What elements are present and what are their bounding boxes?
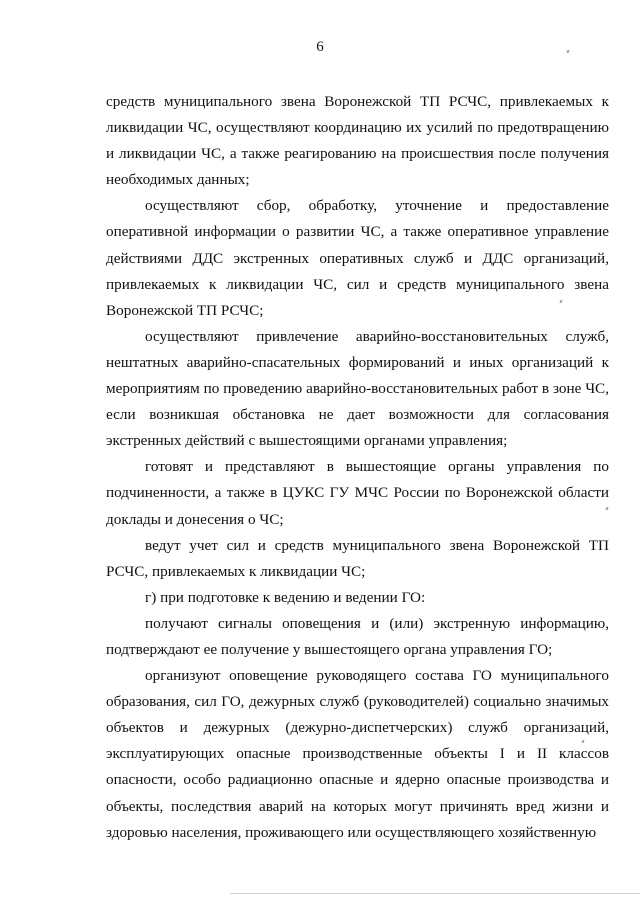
paragraph-continuation: средств муниципального звена Воронежской ТП РСЧС, привлекаемых к ликвидации ЧС, осуществляют координацию их усилий по предотвращению и ликвидации ЧС, а также реагированию на происшествия после получения необходимых данных;: [106, 93, 609, 189]
section-heading: г) при подготовке к ведению и ведении ГО:: [145, 588, 426, 606]
scan-edge-line: [230, 893, 640, 894]
paragraph: осуществляют привлечение аварийно-восстановительных служб, нештатных аварийно-спасательных формирований и иных организаций к мероприятиям по проведению аварийно-восстановительных работ в зоне ЧС, если возникшая обстановка не дает возможности для согласования экстренных действий с вышестоящими органами управления;: [106, 327, 609, 450]
paragraph: ведут учет сил и средств муниципального звена Воронежской ТП РСЧС, привлекаемых к ликвидации ЧС;: [106, 536, 609, 580]
paragraph: организуют оповещение руководящего состава ГО муниципального образования, сил ГО, дежурных служб (руководителей) социально значимых объектов и дежурных (дежурно-диспетчерских) служб организаций, эксплуатирующих опасные производственные объекты I и II классов опасности, особо радиационно опасные и ядерно опасные производства и объекты, последствия аварий на которых могут причинять вред жизни и здоровью населения, проживающего или осуществляющего хозяйственную: [106, 667, 609, 841]
document-body: [106, 89, 609, 846]
paragraph: осуществляют сбор, обработку, уточнение и предоставление оперативной информации о развитии ЧС, а также оперативное управление действиями ДДС экстренных оперативных служб и ДДС организаций, привлекаемых к ликвидации ЧС, сил и средств муниципального звена Воронежской ТП РСЧС;: [106, 197, 609, 319]
paragraph: получают сигналы оповещения и (или) экстренную информацию, подтверждают ее получение у вышестоящего органа управления ГО;: [106, 614, 609, 658]
paragraph: готовят и представляют в вышестоящие органы управления по подчиненности, а также в ЦУКС ГУ МЧС России по Воронежской области доклады и донесения о ЧС;: [106, 458, 609, 528]
page-number: 6: [316, 39, 324, 55]
